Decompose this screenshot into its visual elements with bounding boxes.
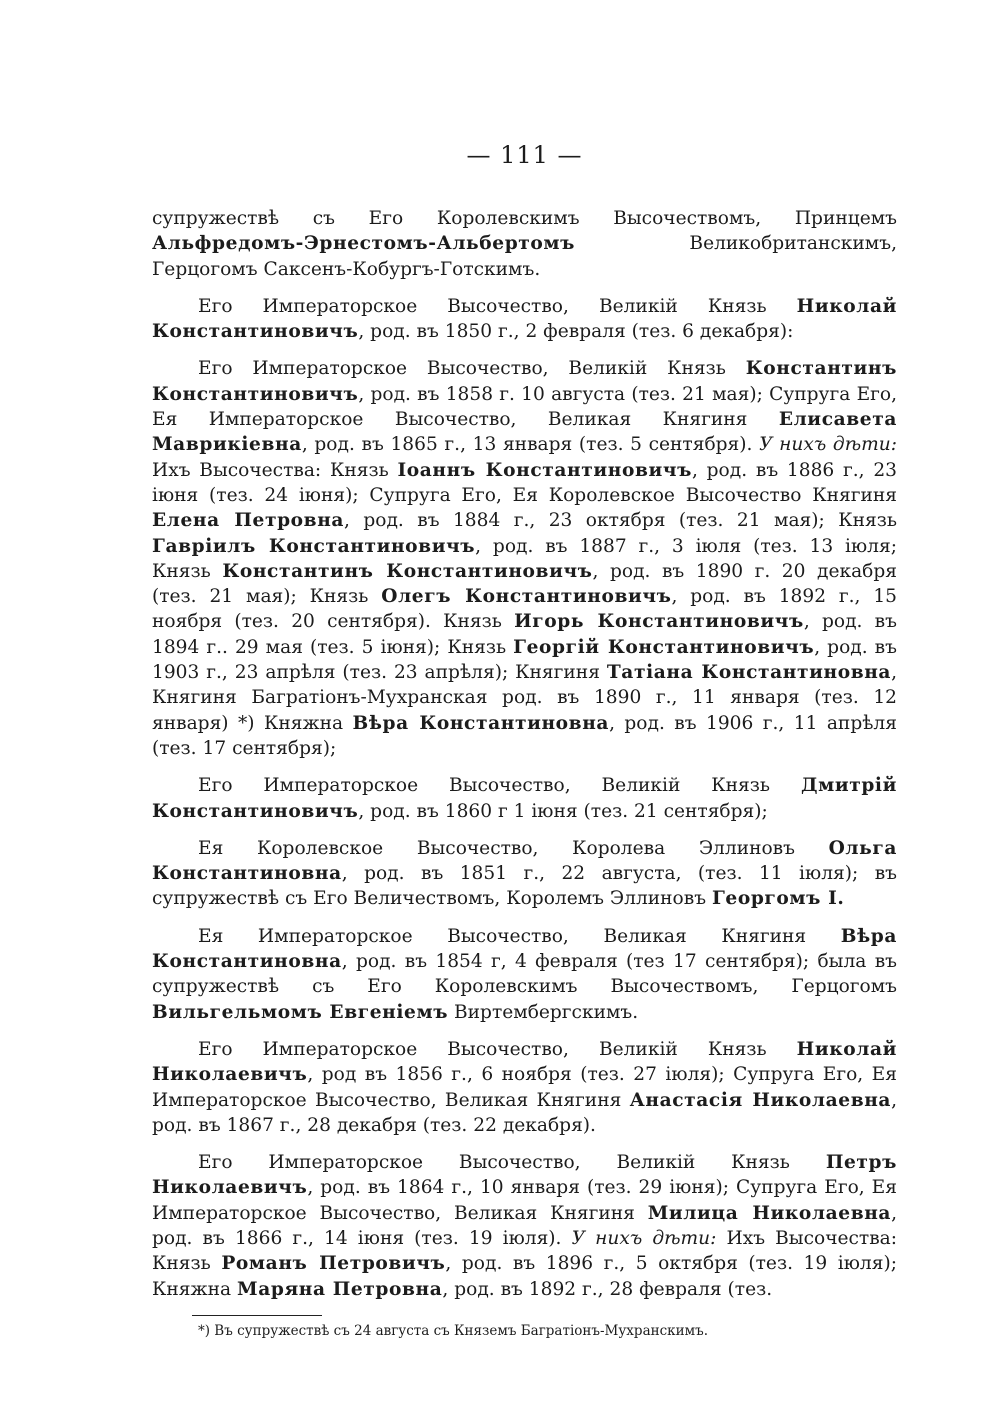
footnote-divider: [192, 1315, 322, 1316]
person-name: Георгій Константиновичъ: [513, 636, 815, 658]
person-name: Дмитрій Константиновичъ: [152, 775, 897, 822]
person-name: Георгомъ I.: [711, 888, 845, 910]
paragraph: [152, 1037, 897, 1138]
text-run: , род. въ 1886 г., 23 іюня (тез. 24 іюня); Супруга Его, Ея Королевское Высочество Княгиня: [152, 459, 897, 506]
person-name: Ольга Константиновна: [152, 837, 897, 885]
text-run: , род. въ 1864 г., 10 января (тез. 29 іюня); Супруга Его, Ея Императорское Высочество, Великая Княгиня: [152, 1177, 897, 1224]
text-run: Его Императорское Высочество, Великій Князь: [198, 1038, 797, 1060]
text-run: Великобританскимъ, Герцогомъ Саксенъ-Кобургъ-Готскимъ.: [152, 233, 897, 280]
text-run: , род. въ 1866 г., 14 іюня (тез. 19 іюля).: [152, 1202, 898, 1249]
person-name: Романъ Петровичъ: [221, 1253, 446, 1275]
person-name: Анастасія Николаевна: [629, 1089, 892, 1111]
footnote: *) Въ супружествѣ съ 24 августа съ Княземъ Багратіонъ-Мухранскимъ.: [198, 1322, 708, 1339]
text-run: Ихъ Высочества: Князь: [152, 1227, 898, 1275]
person-name: Николай Николаевичъ: [152, 1038, 897, 1086]
text-run: , род. въ 1903 г., 23 апрѣля (тез. 23 апрѣля); Княгиня: [152, 636, 897, 684]
text-run: , род. въ 1887 г., 3 іюля (тез. 13 іюля; Князь: [152, 535, 897, 582]
italic-phrase: У нихъ дѣти:: [571, 1227, 717, 1249]
paragraph: [152, 924, 897, 1025]
person-name: Елена Петровна: [152, 510, 345, 532]
person-name: Вильгельмомъ Евгеніемъ: [152, 1001, 449, 1023]
text-run: , род. въ 1860 г 1 іюня (тез. 21 сентября);: [358, 800, 768, 822]
person-name: Елисавета Маврикіевна: [152, 409, 897, 456]
text-run: , род. въ 1906 г., 11 апрѣля (тез. 17 сентября);: [152, 712, 897, 759]
italic-phrase: У нихъ дѣти:: [759, 434, 897, 456]
person-name: Татіана Константиновна: [606, 662, 892, 684]
person-name: Гавріилъ Константиновичъ: [152, 535, 476, 557]
paragraph: [152, 356, 897, 761]
paragraph: [152, 836, 897, 912]
person-name: Вѣра Константиновна: [352, 712, 610, 734]
text-run: , род. въ 1854 г, 4 февраля (тез 17 сентября); была въ супружествѣ съ Его Королевскимъ Высочествомъ, Герцогомъ: [152, 951, 897, 998]
text-run: , род. въ 1884 г., 23 октября (тез. 21 мая); Князь: [344, 510, 897, 532]
person-name: Петръ Николаевичъ: [152, 1152, 897, 1199]
text-run: Его Императорское Высочество, Великій Князь: [198, 358, 746, 380]
paragraph: [152, 294, 897, 345]
paragraph: [152, 773, 897, 824]
text-run: , род. въ 1894 г.. 29 мая (тез. 5 іюня); Князь: [152, 611, 897, 658]
text-run: Его Императорское Высочество, Великій Князь: [198, 775, 801, 797]
person-name: Маряна Петровна: [237, 1278, 443, 1300]
person-name: Альфредомъ-Эрнестомъ-Альбертомъ: [152, 233, 576, 255]
person-name: Николай Константиновичъ: [152, 295, 897, 343]
person-name: Олегъ Константиновичъ: [381, 586, 672, 608]
text-run: , Княгиня Багратіонъ-Мухранская род. въ 1890 г., 11 января (тез. 12 января) *) Княжна: [152, 662, 897, 734]
text-run: , род. въ 1892 г., 15 ноября (тез. 20 сентября). Князь: [152, 586, 897, 633]
text-run: , род. въ 1851 г., 22 августа, (тез. 11 іюля); въ супружествѣ съ Его Величествомъ, Королемъ Эллиновъ: [152, 863, 897, 910]
text-run: , род. въ 1858 г. 10 августа (тез. 21 мая); Супруга Его, Ея Императорское Высочество, Великая Княгиня: [152, 383, 897, 431]
text-block: [152, 140, 897, 1340]
text-run: Его Императорское Высочество, Великій Князь: [198, 1152, 826, 1174]
text-run: , род. въ 1850 г., 2 февраля (тез. 6 декабря):: [358, 321, 794, 343]
page-number: — 111 —: [466, 141, 583, 169]
person-name: Вѣра Константиновна: [152, 925, 897, 973]
text-run: супружествѣ съ Его Королевскимъ Высочествомъ, Принцемъ: [152, 208, 897, 229]
person-name: Игорь Константиновичъ: [514, 611, 804, 633]
text-run: , род. въ 1892 г., 28 февраля (тез.: [442, 1278, 773, 1300]
text-run: , род. въ 1896 г., 5 октября (тез. 19 іюля); Княжна: [152, 1253, 897, 1300]
text-run: , род. въ 1865 г., 13 января (тез. 5 сентября).: [301, 434, 760, 456]
text-run: Виртембергскимъ.: [448, 1001, 639, 1023]
paragraph: [152, 1150, 897, 1302]
text-run: Ихъ Высочества: Князь: [152, 459, 398, 481]
person-name: Константинъ Константиновичъ: [152, 358, 897, 405]
text-run: Его Императорское Высочество, Великій Князь: [198, 295, 797, 317]
text-run: , род въ 1856 г., 6 ноября (тез. 27 іюля); Супруга Его, Ея Императорское Высочество, Великая Княгиня: [152, 1064, 897, 1111]
paragraph: [152, 206, 897, 282]
text-run: , род. въ 1890 г. 20 декабря (тез. 21 мая); Князь: [152, 560, 897, 608]
text-run: , род. въ 1867 г., 28 декабря (тез. 22 декабря).: [152, 1089, 897, 1136]
person-name: Іоаннъ Константиновичъ: [397, 459, 692, 481]
text-run: Ея Императорское Высочество, Великая Княгиня: [198, 925, 841, 947]
text-run: Ея Королевское Высочество, Королева Эллиновъ: [198, 837, 829, 859]
person-name: Константинъ Константиновичъ: [222, 560, 593, 582]
body-text: [152, 206, 897, 1302]
person-name: Милица Николаевна: [647, 1202, 892, 1224]
